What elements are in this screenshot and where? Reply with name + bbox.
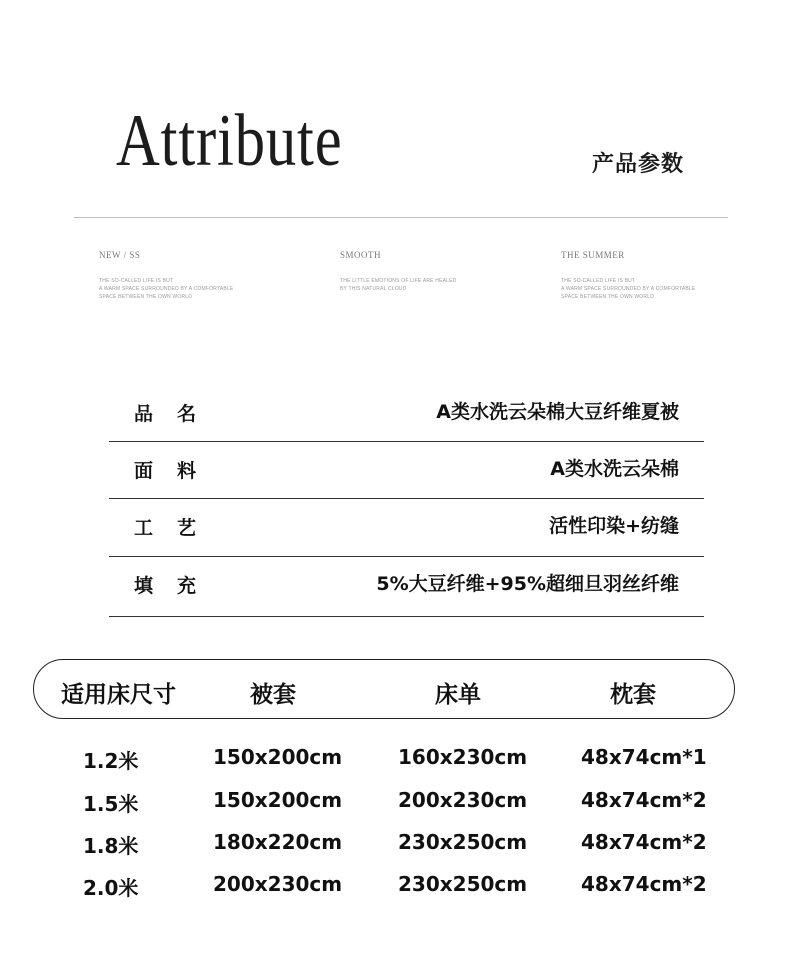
cell-pillowcase: 48x74cm*1 (581, 745, 707, 769)
spec-row-craft (109, 499, 704, 557)
spec-table (109, 385, 704, 617)
tag-line: BY THIS NATURAL CLOUD (340, 286, 407, 292)
size-row-1-5 (0, 788, 790, 818)
cell-pillowcase: 48x74cm*2 (581, 872, 707, 896)
tag-line: SPACE BETWEEN THE OWN WORLD (99, 294, 193, 300)
spec-row-fabric (109, 442, 704, 499)
spec-value: A类水洗云朵棉 (550, 458, 679, 480)
cell-bed-size: 1.5米 (83, 792, 139, 816)
tag-block-new-ss (99, 250, 269, 301)
header-pillowcase: 枕套 (610, 682, 656, 708)
cell-duvet-cover: 180x220cm (213, 830, 343, 854)
tag-line: THE LITTLE EMOTIONS OF LIFE ARE HEALED (340, 278, 457, 284)
spec-row-filling (109, 557, 704, 617)
spec-value: 5%大豆纤维+95%超细旦羽丝纤维 (376, 573, 679, 595)
tag-heading: NEW / SS (99, 250, 141, 260)
header-bed-size: 适用床尺寸 (61, 682, 176, 708)
tag-text (340, 277, 510, 293)
tag-block-smooth (340, 250, 510, 293)
tag-line: THE SO-CALLED LIFE IS BUT (561, 278, 636, 284)
cell-bed-size: 1.2米 (83, 749, 139, 773)
tag-heading: THE SUMMER (561, 250, 625, 260)
tag-line: A WARM SPACE SURROUNDED BY A COMFORTABLE (99, 286, 234, 292)
cell-bed-size: 1.8米 (83, 834, 139, 858)
cell-pillowcase: 48x74cm*2 (581, 788, 707, 812)
spec-label: 填充 (134, 575, 221, 597)
tag-block-summer (561, 250, 731, 301)
cell-bed-sheet: 200x230cm (398, 788, 528, 812)
page-title: 产品参数 (592, 152, 685, 177)
tag-line: A WARM SPACE SURROUNDED BY A COMFORTABLE (561, 286, 696, 292)
attribute-logo: Attribute (116, 100, 343, 182)
spec-value: 活性印染+纺缝 (549, 515, 679, 537)
header-divider (74, 217, 728, 218)
tag-line: SPACE BETWEEN THE OWN WORLD (561, 294, 655, 300)
spec-label: 品名 (134, 403, 221, 425)
cell-duvet-cover: 150x200cm (213, 788, 343, 812)
tag-text (561, 277, 731, 301)
tag-text (99, 277, 269, 301)
cell-pillowcase: 48x74cm*2 (581, 830, 707, 854)
size-row-2-0 (0, 872, 790, 902)
cell-bed-size: 2.0米 (83, 876, 139, 900)
spec-label: 工艺 (134, 517, 221, 539)
cell-bed-sheet: 230x250cm (398, 830, 528, 854)
cell-bed-sheet: 230x250cm (398, 872, 528, 896)
size-table-header (33, 659, 735, 719)
header-bed-sheet: 床单 (435, 682, 481, 708)
tag-heading: SMOOTH (340, 250, 382, 260)
size-row-1-8 (0, 830, 790, 860)
spec-row-name (109, 385, 704, 442)
header-duvet-cover: 被套 (250, 682, 296, 708)
cell-duvet-cover: 200x230cm (213, 872, 343, 896)
cell-duvet-cover: 150x200cm (213, 745, 343, 769)
tag-line: THE SO-CALLED LIFE IS BUT (99, 278, 174, 284)
spec-label: 面料 (134, 460, 221, 482)
spec-value: A类水洗云朵棉大豆纤维夏被 (436, 401, 679, 423)
cell-bed-sheet: 160x230cm (398, 745, 528, 769)
size-row-1-2 (0, 745, 790, 775)
